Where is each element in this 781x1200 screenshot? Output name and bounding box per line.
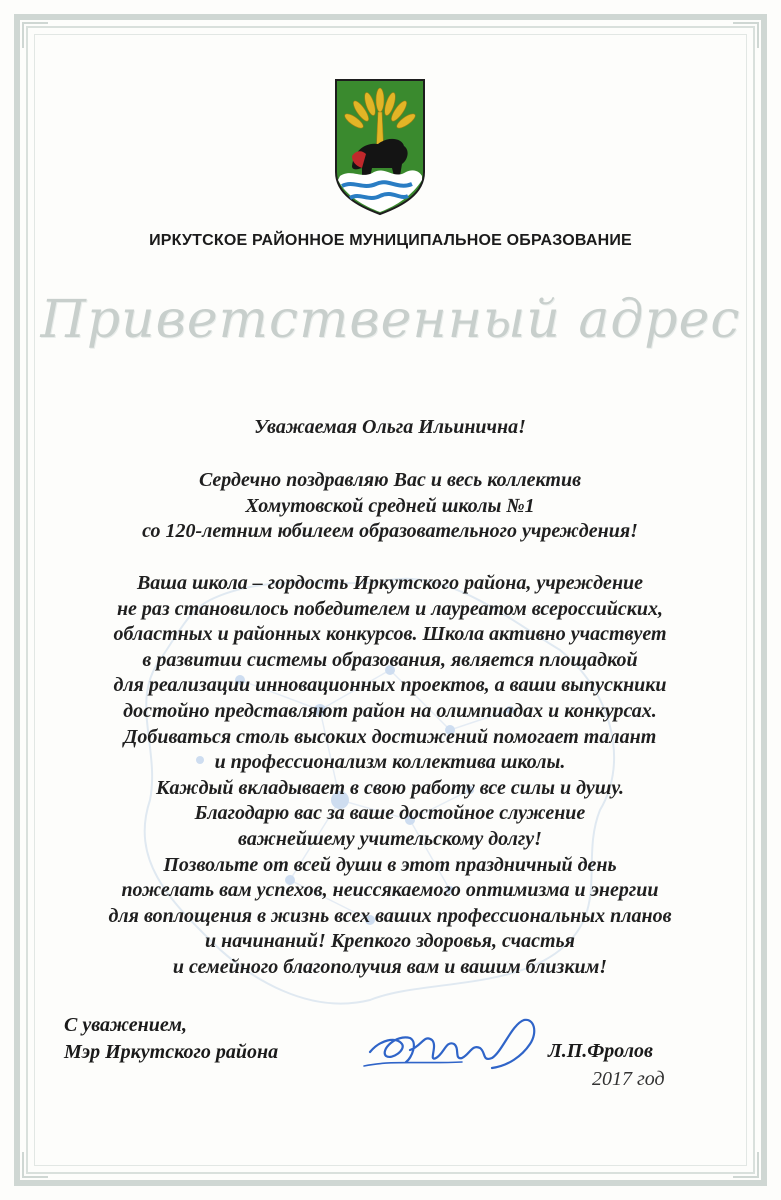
text-line: областных и районных конкурсов. Школа активно участвует bbox=[113, 623, 667, 646]
text-line: Сердечно поздравляю Вас и весь коллектив bbox=[198, 469, 582, 491]
text-line: достойно представляют район на олимпиадах и конкурсах. bbox=[123, 699, 657, 722]
text-line: в развитии системы образования, является площадкой bbox=[142, 648, 638, 671]
text-line: Позвольте от всей души в этот праздничный день bbox=[163, 853, 617, 876]
border-corner-ornament bbox=[22, 22, 48, 48]
text-line: и профессионализм коллектива школы. bbox=[214, 751, 566, 774]
text-line: не раз становилось победителем и лауреатом всероссийских, bbox=[116, 597, 664, 620]
text-line: Хомутовской средней школы №1 bbox=[245, 494, 535, 517]
organization-name: ИРКУТСКОЕ РАЙОННОЕ МУНИЦИПАЛЬНОЕ ОБРАЗОВАНИЕ bbox=[149, 232, 632, 249]
document-title: Приветственный адрес bbox=[40, 290, 741, 350]
text-line: и семейного благополучия вам и вашим близким! bbox=[172, 955, 608, 978]
border-corner-ornament bbox=[733, 22, 759, 48]
border-corner-ornament bbox=[22, 1152, 48, 1178]
signer-position: Мэр Иркутского района bbox=[64, 1041, 279, 1063]
text-line: пожелать вам успехов, неиссякаемого оптимизма и энергии bbox=[121, 879, 659, 902]
text-line: важнейшему учительскому долгу! bbox=[238, 827, 542, 850]
border-corner-ornament bbox=[733, 1152, 759, 1178]
handwritten-signature bbox=[362, 1010, 552, 1080]
signature-block bbox=[64, 1012, 278, 1066]
greeting bbox=[60, 415, 720, 441]
text-line: и начинаний! Крепкого здоровья, счастья bbox=[205, 930, 575, 953]
text-line: Ваша школа – гордость Иркутского района, учреждение bbox=[136, 572, 644, 594]
closing-phrase: С уважением, bbox=[64, 1014, 187, 1036]
text-line: Благодарю вас за ваше достойное служение bbox=[194, 802, 586, 825]
congratulation-paragraph bbox=[60, 468, 720, 545]
text-line: для воплощения в жизнь всех ваших профессиональных планов bbox=[108, 904, 672, 927]
text-line: Каждый вкладывает в свою работу все силы и душу. bbox=[155, 776, 624, 799]
body-paragraph bbox=[60, 571, 720, 981]
signer-name: Л.П.Фролов bbox=[548, 1040, 653, 1062]
text-line: для реализации инновационных проектов, а ваши выпускники bbox=[113, 674, 667, 697]
coat-of-arms-emblem bbox=[332, 76, 428, 216]
text-line: Добиваться столь высоких достижений помогает талант bbox=[123, 725, 657, 748]
text-line: со 120-летним юбилеем образовательного учреждения! bbox=[142, 520, 638, 543]
greeting-line: Уважаемая Ольга Ильинична! bbox=[254, 416, 526, 438]
document-year: 2017 год bbox=[592, 1068, 665, 1090]
